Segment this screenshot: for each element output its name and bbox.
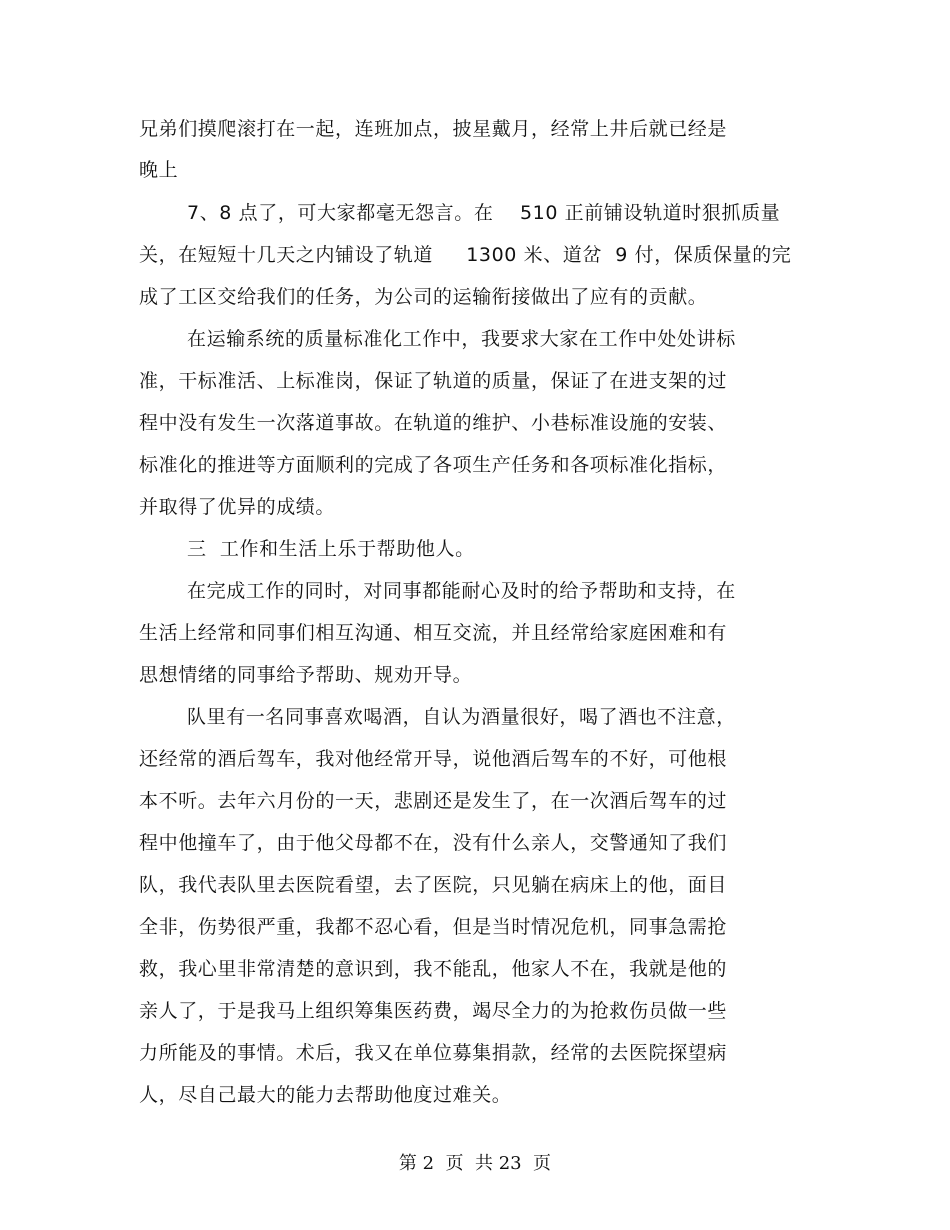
text-line: 晚上 [139,159,179,181]
text-line: 本不听。去年六月份的一天，悲剧还是发生了，在一次酒后驾车的过 [139,790,728,812]
text-line: 准，干标准活、上标准岗，保证了轨道的质量，保证了在进支架的过 [139,370,728,392]
text-line: 兄弟们摸爬滚打在一起，连班加点，披星戴月，经常上井后就已经是 [139,118,728,140]
text-line: 7、8 点了，可大家都毫无怨言。在 510 正前铺设轨道时狠抓质量 [187,202,781,224]
text-line: 在完成工作的同时，对同事都能耐心及时的给予帮助和支持，在 [187,580,736,602]
text-line: 并取得了优异的成绩。 [139,496,336,518]
text-line: 力所能及的事情。术后，我又在单位募集捐款，经常的去医院探望病 [139,1042,728,1064]
text-line: 标准化的推进等方面顺利的完成了各项生产任务和各项标准化指标， [139,454,728,476]
text-line: 队里有一名同事喜欢喝酒，自认为酒量很好，喝了酒也不注意， [187,706,736,728]
text-line: 救，我心里非常清楚的意识到，我不能乱，他家人不在，我就是他的 [139,958,728,980]
section-heading: 三 工作和生活上乐于帮助他人。 [187,538,475,560]
text-line: 亲人了，于是我马上组织筹集医药费，竭尽全力的为抢救伤员做一些 [139,1000,728,1022]
text-line: 人，尽自己最大的能力去帮助他度过难关。 [139,1084,512,1106]
text-line: 思想情绪的同事给予帮助、规劝开导。 [139,664,473,686]
text-line: 程中他撞车了，由于他父母都不在，没有什么亲人，交警通知了我们 [139,832,728,854]
text-line: 还经常的酒后驾车，我对他经常开导，说他酒后驾车的不好，可他根 [139,748,728,770]
text-line: 成了工区交给我们的任务，为公司的运输衔接做出了应有的贡献。 [139,286,708,308]
page-number-footer: 第 2 页 共 23 页 [398,1153,552,1174]
text-line: 在运输系统的质量标准化工作中，我要求大家在工作中处处讲标 [187,328,736,350]
text-line: 全非，伤势很严重，我都不忍心看，但是当时情况危机，同事急需抢 [139,916,728,938]
text-line: 队，我代表队里去医院看望，去了医院，只见躺在病床上的他，面目 [139,874,728,896]
text-line: 关，在短短十几天之内铺设了轨道 1300 米、道岔 9 付，保质保量的完 [139,244,792,266]
text-line: 程中没有发生一次落道事故。在轨道的维护、小巷标准设施的安装、 [139,412,728,434]
text-line: 生活上经常和同事们相互沟通、相互交流，并且经常给家庭困难和有 [139,622,728,644]
